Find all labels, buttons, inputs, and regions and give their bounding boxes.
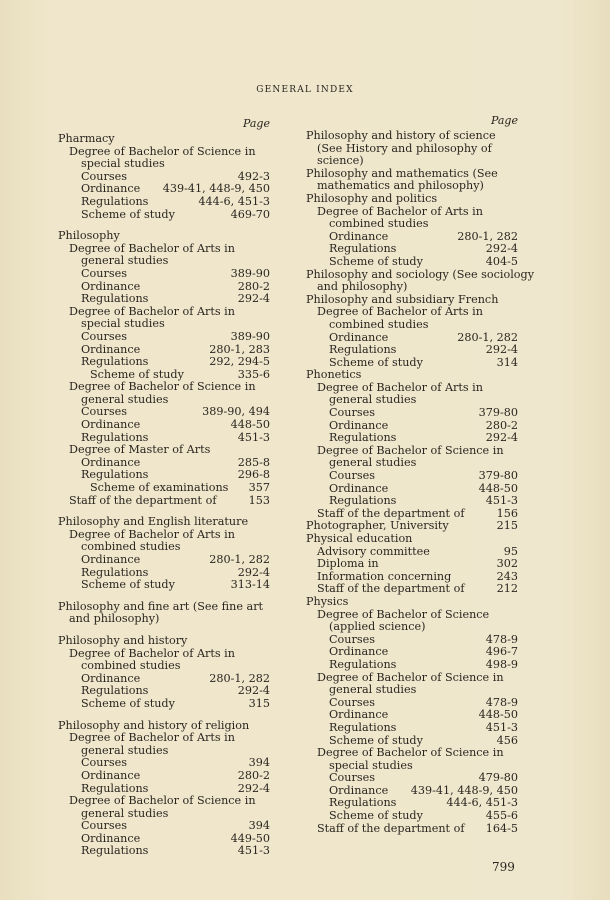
index-entry: [306, 659, 518, 672]
entry-pages: 389-90: [230, 266, 270, 280]
entry-text: Degree of Bachelor of Arts in: [69, 527, 235, 541]
page-header: GENERAL INDEX: [256, 85, 354, 95]
entry-text: science): [317, 154, 364, 168]
entry-text: Ordinance: [81, 418, 141, 432]
entry-text: Courses: [329, 469, 375, 483]
entry-text: Philosophy and sociology (See sociology: [306, 267, 535, 281]
index-entry: [58, 293, 270, 306]
entry-text: Philosophy and history of science: [306, 129, 496, 142]
entry-pages: 404-5: [485, 254, 518, 268]
entry-text: Courses: [329, 695, 375, 709]
entry-text: Degree of Bachelor of Science in: [317, 670, 504, 684]
entry-pages: 444-6, 451-3: [198, 194, 270, 208]
entry-pages: 451-3: [485, 720, 518, 734]
entry-pages: 280-2: [237, 279, 270, 293]
entry-text: Degree of Bachelor of Arts in: [69, 731, 235, 745]
entry-text: Scheme of study: [81, 578, 175, 592]
entry-text: Regulations: [329, 431, 397, 445]
entry-text: Regulations: [81, 468, 149, 482]
entry-text: Degree of Bachelor of Science in: [317, 443, 504, 457]
entry-pages: 280-1, 282: [209, 553, 270, 566]
entry-text: Staff of the department of: [317, 821, 465, 835]
index-entry: [58, 698, 270, 711]
index-entry: [58, 516, 270, 529]
entry-pages: 448-50: [478, 481, 518, 495]
entry-text: Staff of the department of: [69, 493, 217, 507]
entry-pages: 479-80: [478, 771, 518, 785]
entry-pages: 335-6: [237, 367, 270, 381]
entry-text: Staff of the department of: [317, 506, 465, 520]
entry-text: general studies: [329, 456, 417, 470]
index-entry: [306, 319, 518, 332]
entry-text: Ordinance: [81, 182, 141, 196]
entry-pages: 153: [248, 493, 270, 507]
entry-pages: 492-3: [237, 169, 270, 183]
index-entry: [306, 407, 518, 420]
entry-text: Philosophy and mathematics (See: [306, 166, 498, 180]
entry-text: Degree of Bachelor of Arts in: [317, 204, 483, 218]
entry-text: Ordinance: [81, 553, 141, 566]
entry-text: Courses: [329, 771, 375, 785]
entry-text: Regulations: [329, 657, 397, 671]
entry-text: Courses: [81, 329, 127, 343]
entry-text: Ordinance: [329, 708, 389, 722]
entry-pages: 498-9: [485, 657, 518, 671]
entry-pages: 451-3: [237, 844, 270, 858]
entry-pages: 280-1, 282: [457, 229, 518, 243]
entry-text: Courses: [329, 406, 375, 420]
entry-text: Regulations: [81, 684, 149, 698]
entry-text: Regulations: [81, 430, 149, 444]
index-entry: [58, 133, 270, 146]
index-entry: [306, 621, 518, 634]
index-entry: [58, 268, 270, 281]
entry-pages: 302: [496, 557, 518, 571]
entry-pages: 456: [496, 733, 518, 747]
index-entry: [58, 196, 270, 209]
entry-text: Pharmacy: [58, 132, 115, 145]
entry-text: Philosophy and subsidiary French: [306, 292, 499, 306]
entry-text: Degree of Bachelor of Science: [317, 607, 490, 621]
entry-text: combined studies: [81, 659, 181, 673]
entry-pages: 455-6: [485, 809, 518, 823]
index-entry: [58, 820, 270, 833]
entry-text: Physical education: [306, 532, 413, 545]
entry-pages: 379-80: [478, 406, 518, 420]
entry-pages: 280-2: [485, 418, 518, 432]
index-entry: [306, 155, 518, 168]
right-column: [306, 114, 535, 835]
entry-text: Ordinance: [81, 342, 141, 356]
entry-text: Philosophy and history of religion: [58, 718, 250, 732]
entry-text: Scheme of study: [90, 367, 184, 381]
entry-text: Degree of Bachelor of Arts in: [69, 304, 235, 318]
entry-text: Degree of Bachelor of Arts in: [317, 305, 483, 319]
entry-pages: 95: [503, 544, 518, 558]
entry-text: Scheme of study: [329, 733, 423, 747]
entry-pages: 451-3: [237, 430, 270, 444]
entry-pages: 379-80: [478, 469, 518, 483]
entry-text: Scheme of study: [81, 207, 175, 221]
index-entry: [58, 356, 270, 369]
entry-pages: 449-50: [230, 831, 270, 845]
entry-text: Scheme of study: [81, 696, 175, 710]
entry-pages: 394: [248, 756, 270, 770]
right-entries: [306, 129, 535, 835]
index-entry: [306, 344, 518, 357]
index-entry: [58, 230, 270, 243]
entry-pages: 292-4: [237, 684, 270, 698]
entry-text: Information concerning: [317, 569, 452, 583]
entry-text: Courses: [329, 632, 375, 646]
entry-text: Regulations: [81, 565, 149, 579]
entry-text: general studies: [329, 683, 417, 697]
page-column-label: Page: [490, 114, 518, 127]
entry-text: mathematics and philosophy): [317, 179, 484, 193]
entry-pages: 292-4: [485, 343, 518, 357]
entry-text: Courses: [81, 819, 127, 833]
index-entry: [306, 281, 518, 294]
entry-text: Ordinance: [329, 330, 389, 344]
entry-text: Regulations: [329, 720, 397, 734]
index-entry: [58, 795, 270, 808]
entry-text: Regulations: [81, 781, 149, 795]
entry-text: Scheme of study: [329, 254, 423, 268]
entry-pages: 243: [496, 569, 518, 583]
entry-text: Ordinance: [329, 645, 389, 659]
entry-pages: 292-4: [237, 565, 270, 579]
index-entry: [306, 130, 518, 143]
entry-pages: 314: [496, 355, 518, 369]
entry-text: Diploma in: [317, 557, 379, 571]
entry-text: Degree of Bachelor of Arts in: [317, 380, 483, 394]
entry-pages: 496-7: [485, 645, 518, 659]
entry-text: Philosophy and fine art (See fine art: [58, 599, 264, 613]
entry-pages: 156: [496, 506, 518, 520]
page-number: 799: [492, 860, 515, 874]
entry-text: Philosophy and politics: [306, 191, 438, 205]
entry-text: Ordinance: [81, 831, 141, 845]
entry-text: special studies: [81, 317, 165, 331]
entry-text: Scheme of study: [329, 355, 423, 369]
entry-text: Degree of Bachelor of Science in: [69, 144, 256, 158]
index-entry: [58, 732, 270, 745]
entry-text: Regulations: [329, 343, 397, 357]
entry-text: Philosophy: [58, 229, 120, 243]
entry-pages: 389-90: [230, 329, 270, 343]
entry-pages: 478-9: [485, 632, 518, 646]
entry-pages: 164-5: [485, 821, 518, 835]
index-entry: [306, 193, 518, 206]
entry-text: Philosophy and English literature: [58, 515, 249, 529]
entry-text: Regulations: [81, 844, 149, 858]
entry-text: Courses: [81, 266, 127, 280]
entry-pages: 215: [496, 519, 518, 533]
entry-pages: 357: [248, 481, 270, 495]
entry-text: general studies: [81, 806, 169, 820]
index-entry: [306, 256, 518, 269]
entry-pages: 285-8: [237, 455, 270, 469]
entry-text: Photographer, University: [306, 519, 449, 533]
entry-text: Degree of Bachelor of Arts in: [69, 646, 235, 660]
index-entry: [58, 331, 270, 344]
index-entry: [58, 495, 270, 508]
entry-text: Degree of Master of Arts: [69, 443, 211, 457]
entry-pages: 394: [248, 819, 270, 833]
entry-text: Physics: [306, 594, 349, 608]
index-entry: [58, 482, 270, 495]
entry-text: Regulations: [329, 242, 397, 256]
index-entry: [58, 444, 270, 457]
entry-pages: 292-4: [485, 431, 518, 445]
index-entry: [306, 470, 518, 483]
entry-pages: 292-4: [237, 292, 270, 306]
entry-pages: 292-4: [237, 781, 270, 795]
entry-text: general studies: [81, 392, 169, 406]
entry-text: Phonetics: [306, 368, 362, 382]
entry-text: (applied science): [329, 620, 426, 634]
entry-text: Regulations: [81, 194, 149, 208]
entry-pages: 292, 294-5: [209, 355, 270, 369]
index-entry: [306, 495, 518, 508]
index-entry: [58, 158, 270, 171]
entry-pages: 448-50: [478, 708, 518, 722]
entry-pages: 280-1, 282: [457, 330, 518, 344]
entry-text: general studies: [329, 393, 417, 407]
entry-text: Ordinance: [329, 783, 389, 797]
entry-text: Regulations: [81, 355, 149, 369]
entry-pages: 280-1, 282: [209, 671, 270, 685]
entry-text: Courses: [81, 405, 127, 419]
index-entry: [306, 684, 518, 697]
entry-text: and philosophy): [317, 280, 408, 294]
index-entry: [306, 369, 518, 382]
left-entries: [58, 133, 270, 858]
index-entry: [58, 419, 270, 432]
entry-pages: 212: [496, 582, 518, 596]
entry-text: Degree of Bachelor of Science in: [69, 380, 256, 394]
index-entry: [58, 845, 270, 858]
index-entry: [306, 823, 518, 836]
entry-pages: 469-70: [230, 207, 270, 221]
entry-pages: 292-4: [485, 242, 518, 256]
index-entry: [306, 747, 518, 760]
entry-text: Courses: [81, 169, 127, 183]
index-entry: [58, 579, 270, 592]
entry-text: Regulations: [329, 796, 397, 810]
index-entry: [58, 381, 270, 394]
entry-pages: 280-1, 283: [209, 342, 270, 356]
left-column: [58, 117, 270, 858]
entry-text: Scheme of study: [329, 809, 423, 823]
entry-pages: 448-50: [230, 418, 270, 432]
index-entry: [58, 209, 270, 222]
entry-text: Degree of Bachelor of Arts in: [69, 241, 235, 255]
entry-pages: 439-41, 448-9, 450: [410, 783, 518, 797]
entry-text: Ordinance: [81, 455, 141, 469]
entry-text: Degree of Bachelor of Science in: [69, 794, 256, 808]
entry-text: Courses: [81, 756, 127, 770]
index-entry: [306, 596, 518, 609]
entry-text: combined studies: [329, 217, 429, 231]
page-column-label: Page: [242, 117, 270, 130]
entry-text: general studies: [81, 254, 169, 268]
entry-text: Ordinance: [329, 229, 389, 243]
index-entry: [306, 218, 518, 231]
entry-text: combined studies: [81, 540, 181, 554]
index-entry: [306, 558, 518, 571]
entry-text: and philosophy): [69, 612, 160, 626]
index-entry: [58, 635, 270, 648]
entry-pages: 439-41, 448-9, 450: [162, 182, 270, 196]
index-entry: [58, 770, 270, 783]
index-entry: [58, 613, 270, 626]
index-entry: [58, 554, 270, 567]
entry-text: Ordinance: [329, 418, 389, 432]
entry-pages: 315: [248, 696, 270, 710]
index-entry: [306, 722, 518, 735]
entry-text: combined studies: [329, 317, 429, 331]
entry-text: Staff of the department of: [317, 582, 465, 596]
entry-pages: 313-14: [230, 578, 270, 592]
entry-text: general studies: [81, 743, 169, 757]
entry-text: Ordinance: [329, 481, 389, 495]
entry-text: special studies: [81, 157, 165, 171]
index-entry: [306, 810, 518, 823]
entry-text: Degree of Bachelor of Science in: [317, 746, 504, 760]
index-entry: [306, 772, 518, 785]
entry-text: Ordinance: [81, 671, 141, 685]
entry-text: Ordinance: [81, 279, 141, 293]
entry-text: Ordinance: [81, 768, 141, 782]
entry-text: Scheme of examinations: [90, 481, 229, 495]
entry-pages: 451-3: [485, 494, 518, 508]
entry-text: (See History and philosophy of: [317, 141, 492, 155]
entry-text: Philosophy and history: [58, 633, 188, 647]
entry-text: Advisory committee: [317, 544, 430, 558]
entry-pages: 280-2: [237, 768, 270, 782]
index-entry: [306, 533, 518, 546]
entry-text: special studies: [329, 758, 413, 772]
entry-pages: 296-8: [237, 468, 270, 482]
entry-pages: 444-6, 451-3: [446, 796, 518, 810]
entry-pages: 478-9: [485, 695, 518, 709]
entry-text: Regulations: [81, 292, 149, 306]
entry-text: Regulations: [329, 494, 397, 508]
entry-pages: 389-90, 494: [202, 405, 270, 419]
index-entry: [58, 660, 270, 673]
index-entry: [306, 432, 518, 445]
